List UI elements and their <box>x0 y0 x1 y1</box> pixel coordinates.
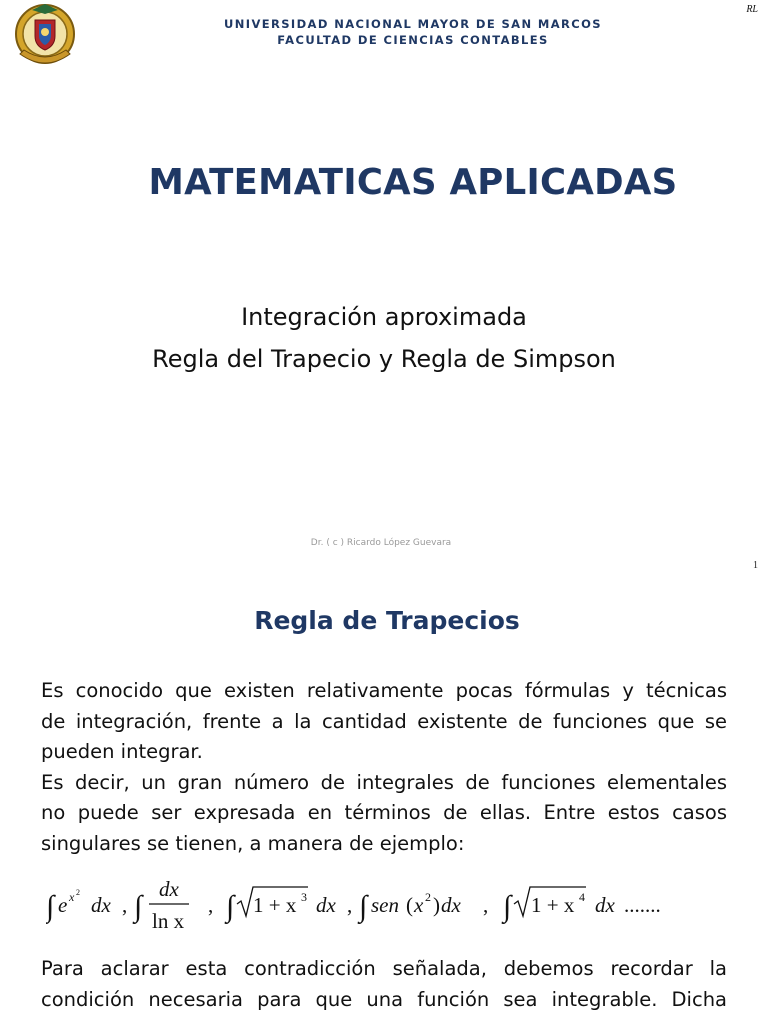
integral-sign: ∫ <box>226 890 235 923</box>
formula-close-paren: ) <box>433 893 440 917</box>
formula-comma: , <box>483 893 489 917</box>
formula-open-paren: ( <box>406 893 413 917</box>
formula-exp-2: 2 <box>425 890 431 904</box>
paragraph-line: Es decir, un gran número de integrales de funciones elementales <box>41 770 727 794</box>
formula-one-plus-x: 1 + x <box>531 893 575 917</box>
formula-exp-4: 4 <box>579 890 585 904</box>
paragraph-line: de integración, frente a la cantidad existente de funciones que se <box>41 709 727 733</box>
formula-x: x <box>414 893 424 917</box>
integral-examples-formula <box>46 874 726 936</box>
integral-sign: ∫ <box>46 890 55 923</box>
integral-sign: ∫ <box>503 890 512 923</box>
paragraph-line: singulares se tienen, a manera de ejemplo: <box>41 831 465 855</box>
slide-2 <box>0 576 768 1024</box>
intro-paragraph <box>41 676 727 859</box>
closing-paragraph <box>41 954 727 1015</box>
formula-x: x <box>69 890 75 904</box>
formula-dx: dx <box>159 877 179 901</box>
formula-dx: dx <box>91 893 111 917</box>
page-number: 1 <box>753 560 758 571</box>
integral-sign: ∫ <box>359 890 368 923</box>
university-name: UNIVERSIDAD NACIONAL MAYOR DE SAN MARCOS <box>224 17 602 31</box>
paragraph-line: Para aclarar esta contradicción señalada, debemos recordar la <box>41 957 727 980</box>
paragraph-line: condición necesaria para que una función sea integrable. Dicha <box>41 987 727 1011</box>
formula-ln-x: ln x <box>152 909 185 933</box>
formula-comma: , <box>208 893 214 917</box>
formula-exp-3: 3 <box>301 890 307 904</box>
formula-one-plus-x: 1 + x <box>253 893 297 917</box>
formula-ellipsis: ....... <box>624 893 661 917</box>
formula-dx: dx <box>441 893 461 917</box>
formula-dx: dx <box>316 893 336 917</box>
integral-sign: ∫ <box>134 890 143 923</box>
formula-comma: , <box>347 893 353 917</box>
subtitle-line-2: Regla del Trapecio y Regla de Simpson <box>152 345 616 373</box>
faculty-name: FACULTAD DE CIENCIAS CONTABLES <box>277 33 549 47</box>
paragraph-line: no puede ser expresada en términos de ellas. Entre estos casos <box>41 801 727 824</box>
corner-mark: RL <box>746 4 758 15</box>
formula-dx: dx <box>595 893 615 917</box>
formula-comma: , <box>122 893 128 917</box>
formula-sen: sen <box>371 893 399 917</box>
paragraph-line: pueden integrar. <box>41 740 203 763</box>
subtitle-line-1: Integración aproximada <box>241 303 527 331</box>
formula-exp-2: 2 <box>76 888 80 897</box>
formula-e: e <box>58 893 68 917</box>
author-credit: Dr. ( c ) Ricardo López Guevara <box>310 538 452 548</box>
section-title: Regla de Trapecios <box>254 606 520 635</box>
slide-title: MATEMATICAS APLICADAS <box>148 162 678 203</box>
paragraph-line: Es conocido que existen relativamente pocas fórmulas y técnicas <box>41 679 727 702</box>
